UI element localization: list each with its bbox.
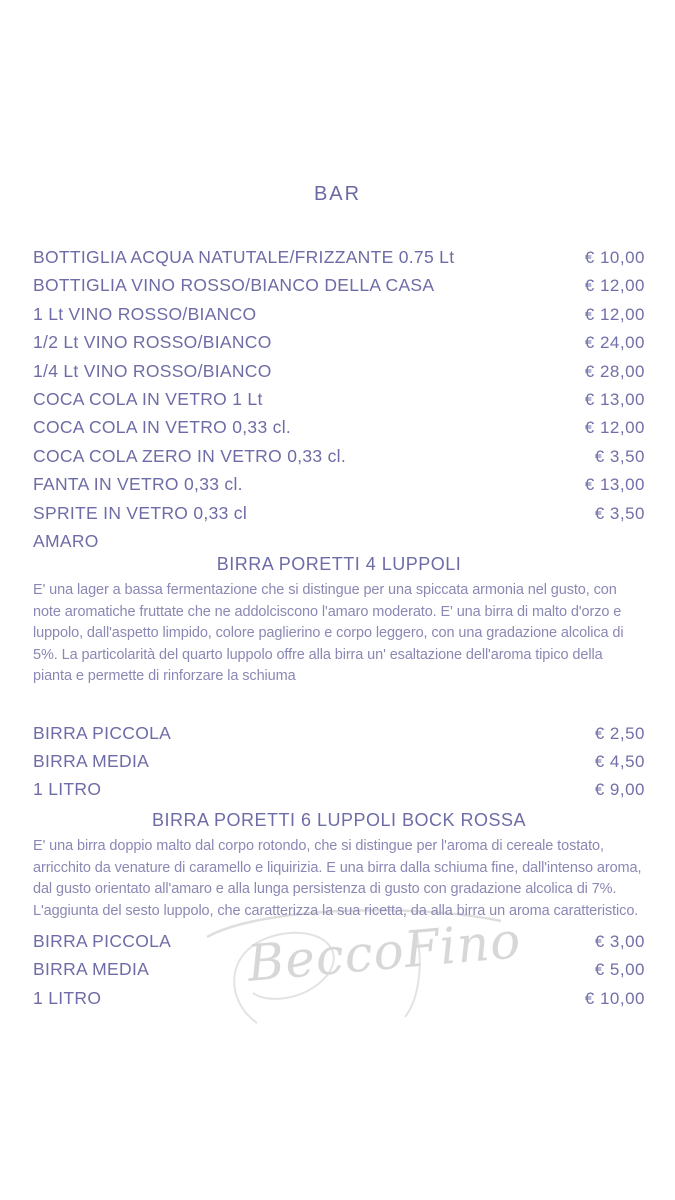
item-label: BOTTIGLIA ACQUA NATUTALE/FRIZZANTE 0.75 Lt: [33, 247, 455, 267]
menu-item-row: [33, 775, 645, 803]
item-price: € 10,00: [584, 248, 645, 267]
item-price: € 12,00: [584, 304, 645, 324]
menu-item-row: [33, 385, 645, 413]
item-price: € 3,50: [594, 503, 645, 523]
menu-item-row: [33, 984, 645, 1012]
item-label: BIRRA MEDIA: [33, 959, 150, 980]
menu-item-row: [33, 470, 645, 498]
section-birra-poretti-6-luppoli: [33, 807, 645, 1012]
page-title: BAR: [313, 183, 362, 205]
item-label: AMARO: [33, 530, 99, 551]
menu-item-row: [33, 271, 645, 299]
section-heading: BIRRA PORETTI 6 LUPPOLI BOCK ROSSA: [151, 810, 527, 830]
menu-item-row: [33, 955, 645, 983]
section-birra-poretti-4-luppoli: [33, 551, 645, 804]
item-label: 1/4 Lt VINO ROSSO/BIANCO: [33, 360, 272, 381]
item-price: € 3,50: [594, 446, 645, 466]
item-price: € 28,00: [584, 361, 645, 381]
menu-item-row: [33, 413, 645, 441]
item-price: € 4,50: [594, 751, 645, 771]
item-label: 1/2 Lt VINO ROSSO/BIANCO: [33, 332, 272, 353]
item-price: € 12,00: [584, 276, 645, 296]
item-label: BIRRA PICCOLA: [33, 722, 172, 743]
item-label: BIRRA PICCOLA: [33, 931, 172, 951]
item-label: BIRRA MEDIA: [33, 750, 150, 771]
item-label: FANTA IN VETRO 0,33 cl.: [33, 474, 243, 495]
item-label: 1 Lt VINO ROSSO/BIANCO: [33, 303, 257, 324]
item-price: € 24,00: [584, 333, 645, 353]
item-price: € 10,00: [584, 988, 645, 1008]
item-price: € 9,00: [594, 780, 645, 800]
menu-item-row: [33, 747, 645, 775]
menu-item-row: [33, 499, 645, 527]
menu-item-row: [33, 243, 645, 271]
item-label: BOTTIGLIA VINO ROSSO/BIANCO DELLA CASA: [33, 275, 435, 296]
menu-item-row: [33, 357, 645, 385]
item-label: 1 LITRO: [33, 779, 102, 800]
menu-item-row: [33, 442, 645, 470]
item-label: COCA COLA IN VETRO 0,33 cl.: [33, 417, 292, 438]
item-label: 1 LITRO: [33, 987, 102, 1008]
item-label: COCA COLA IN VETRO 1 Lt: [33, 388, 263, 409]
item-price: € 3,00: [594, 932, 645, 951]
section-description: E' una lager a bassa fermentazione che si distingue per una spiccata armonia nel gusto, con note aromatiche fruttate che ne addolciscono l'amaro moderato. E' una birra di malto d'orzo e luppolo, dall'aspetto limpido, colore paglierino e corpo leggero, con una gradazione alcolica di 5%. La particolarità del quarto luppolo offre alla birra un' esaltazione dell'aroma tipico della pianta e permette di rinforzare la schiuma: [33, 582, 624, 684]
item-price: € 5,00: [594, 960, 645, 980]
item-price: € 2,50: [594, 723, 645, 743]
menu-item-row: [33, 300, 645, 328]
menu-item-row: [33, 719, 645, 747]
section-heading: BIRRA PORETTI 4 LUPPOLI: [216, 554, 462, 574]
drinks-list: [33, 243, 645, 555]
section-description: E' una birra doppio malto dal corpo rotondo, che si distingue per l'aroma di cereale tostato, arricchito da venature di caramello e liquirizia. E una birra dalla schiuma fine, dall'intenso aroma, dal gusto orientato all'amaro e alla lunga persistenza di gusto con gradazione alcolica di 7%. L'aggiunta del sesto luppolo, che caratterizza la sua ricetta, da alla birra un aroma caratteristico.: [33, 838, 642, 919]
watermark-script-text: BeccoFino: [244, 911, 524, 993]
item-label: SPRITE IN VETRO 0,33 cl: [33, 502, 248, 523]
menu-item-row: [33, 927, 645, 955]
item-label: COCA COLA ZERO IN VETRO 0,33 cl.: [33, 445, 347, 466]
item-price: € 13,00: [584, 475, 645, 495]
menu-item-row: [33, 328, 645, 356]
item-price: € 12,00: [584, 418, 645, 438]
item-price: € 13,00: [584, 389, 645, 409]
